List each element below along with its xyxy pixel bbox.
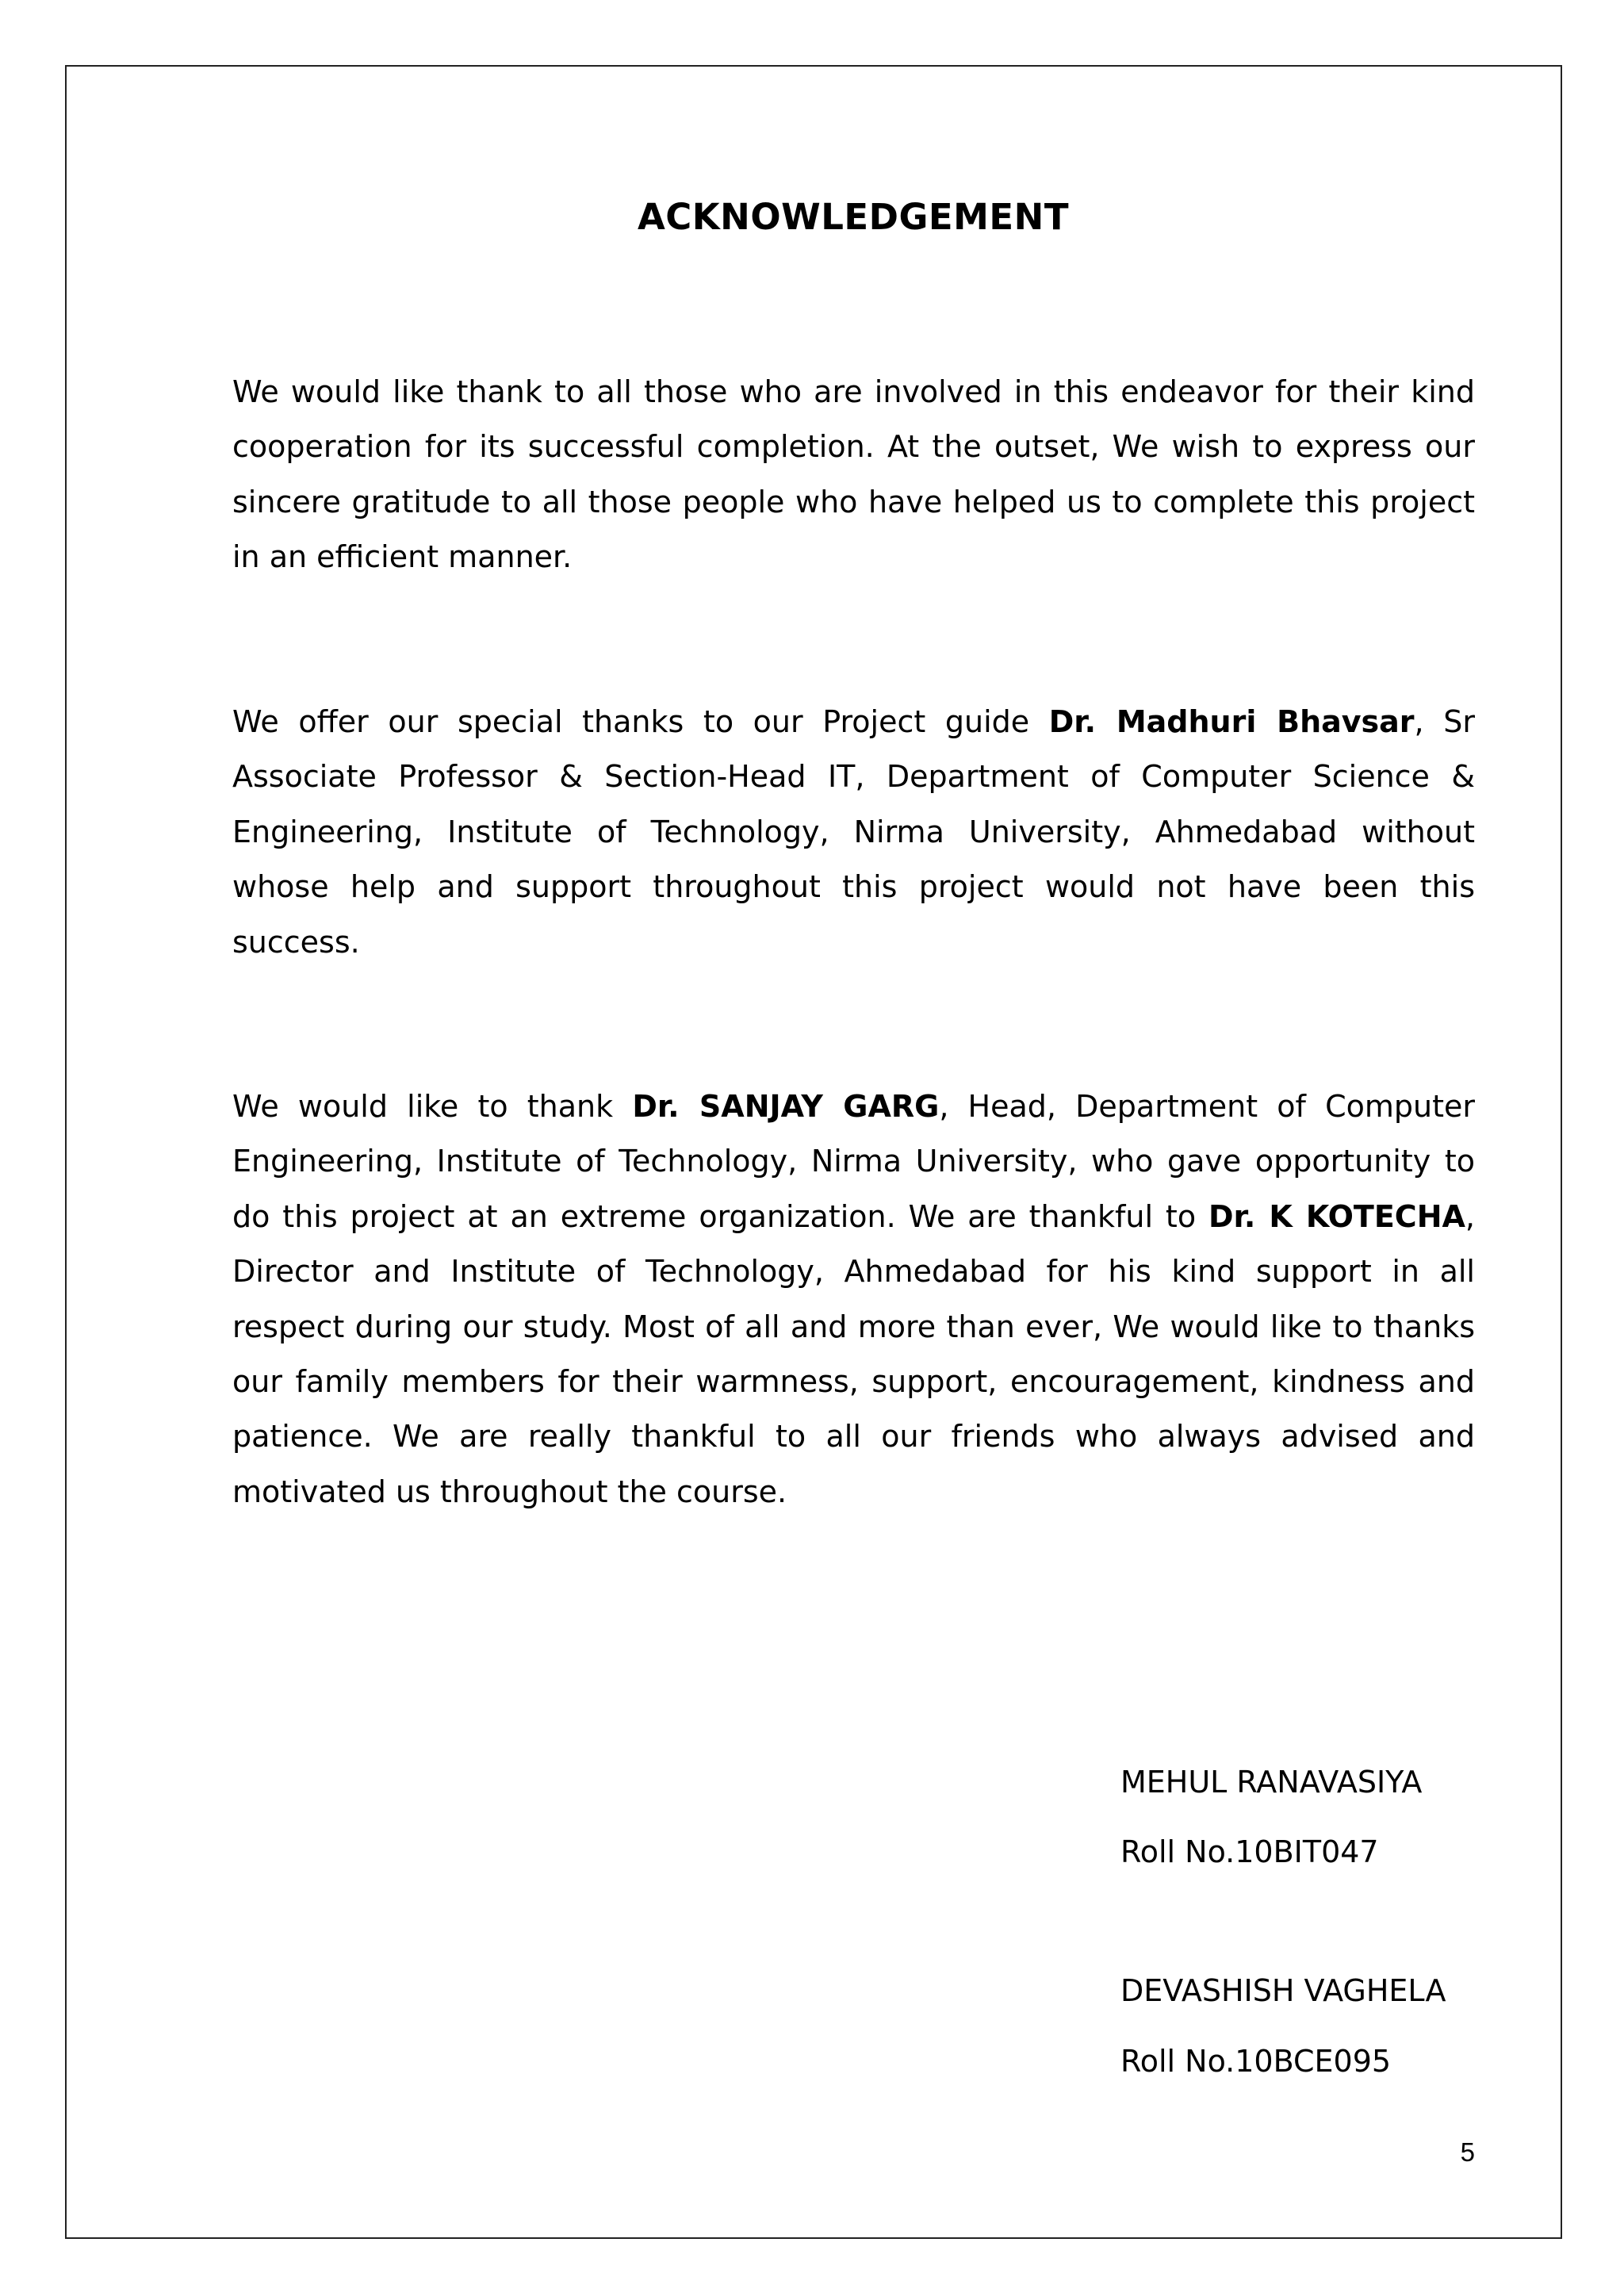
paragraph-guide-text-before: We offer our special thanks to our Project guide — [232, 704, 1049, 739]
director-name: Dr. K KOTECHA — [1208, 1198, 1465, 1234]
paragraph-head-thanks — [232, 1079, 1475, 1520]
paragraph-head-text-before: We would like to thank — [232, 1089, 633, 1124]
paragraph-head-text-after: , Director and Institute of Technology, Ahmedabad for his kind support in all respect during our study. Most of all and more than ever, We would like to thanks our family members for their warmness, support, encouragement, kindness and patience. We are really thankful to all our friends who always advised and motivated us throughout the course. — [232, 1198, 1476, 1509]
head-name: Dr. SANJAY GARG — [632, 1089, 940, 1124]
signatory-name: DEVASHISH VAGHELA — [1120, 1973, 1446, 2008]
paragraph-intro — [232, 365, 1475, 585]
signatory-name: MEHUL RANAVASIYA — [1120, 1765, 1423, 1800]
page-title: ACKNOWLEDGEMENT — [637, 196, 1070, 238]
signatory-roll-number: Roll No.10BIT047 — [1120, 1834, 1379, 1869]
paragraph-guide-thanks — [232, 695, 1475, 970]
paragraph-intro-text: We would like thank to all those who are involved in this endeavor for their kind cooperation for its successful completion. At the outset, We wish to express our sincere gratitude to all those people who have helped us to complete this project in an efficient manner. — [232, 374, 1475, 575]
paragraph-guide-text-after: , Sr Associate Professor & Section-Head IT, Department of Computer Science & Engineering, Institute of Technology, Nirma University, Ahmedabad without whose help and support throughout this project would not have been this success. — [232, 704, 1475, 960]
guide-name: Dr. Madhuri Bhavsar — [1048, 704, 1415, 739]
paragraph-head-text-middle: , Head, Department of Computer Engineering, Institute of Technology, Nirma University, who gave opportunity to do this project at an extreme organization. We are thankful to — [232, 1089, 1475, 1234]
page-number: 5 — [1460, 2137, 1475, 2167]
signatory-roll-number: Roll No.10BCE095 — [1120, 2044, 1392, 2079]
